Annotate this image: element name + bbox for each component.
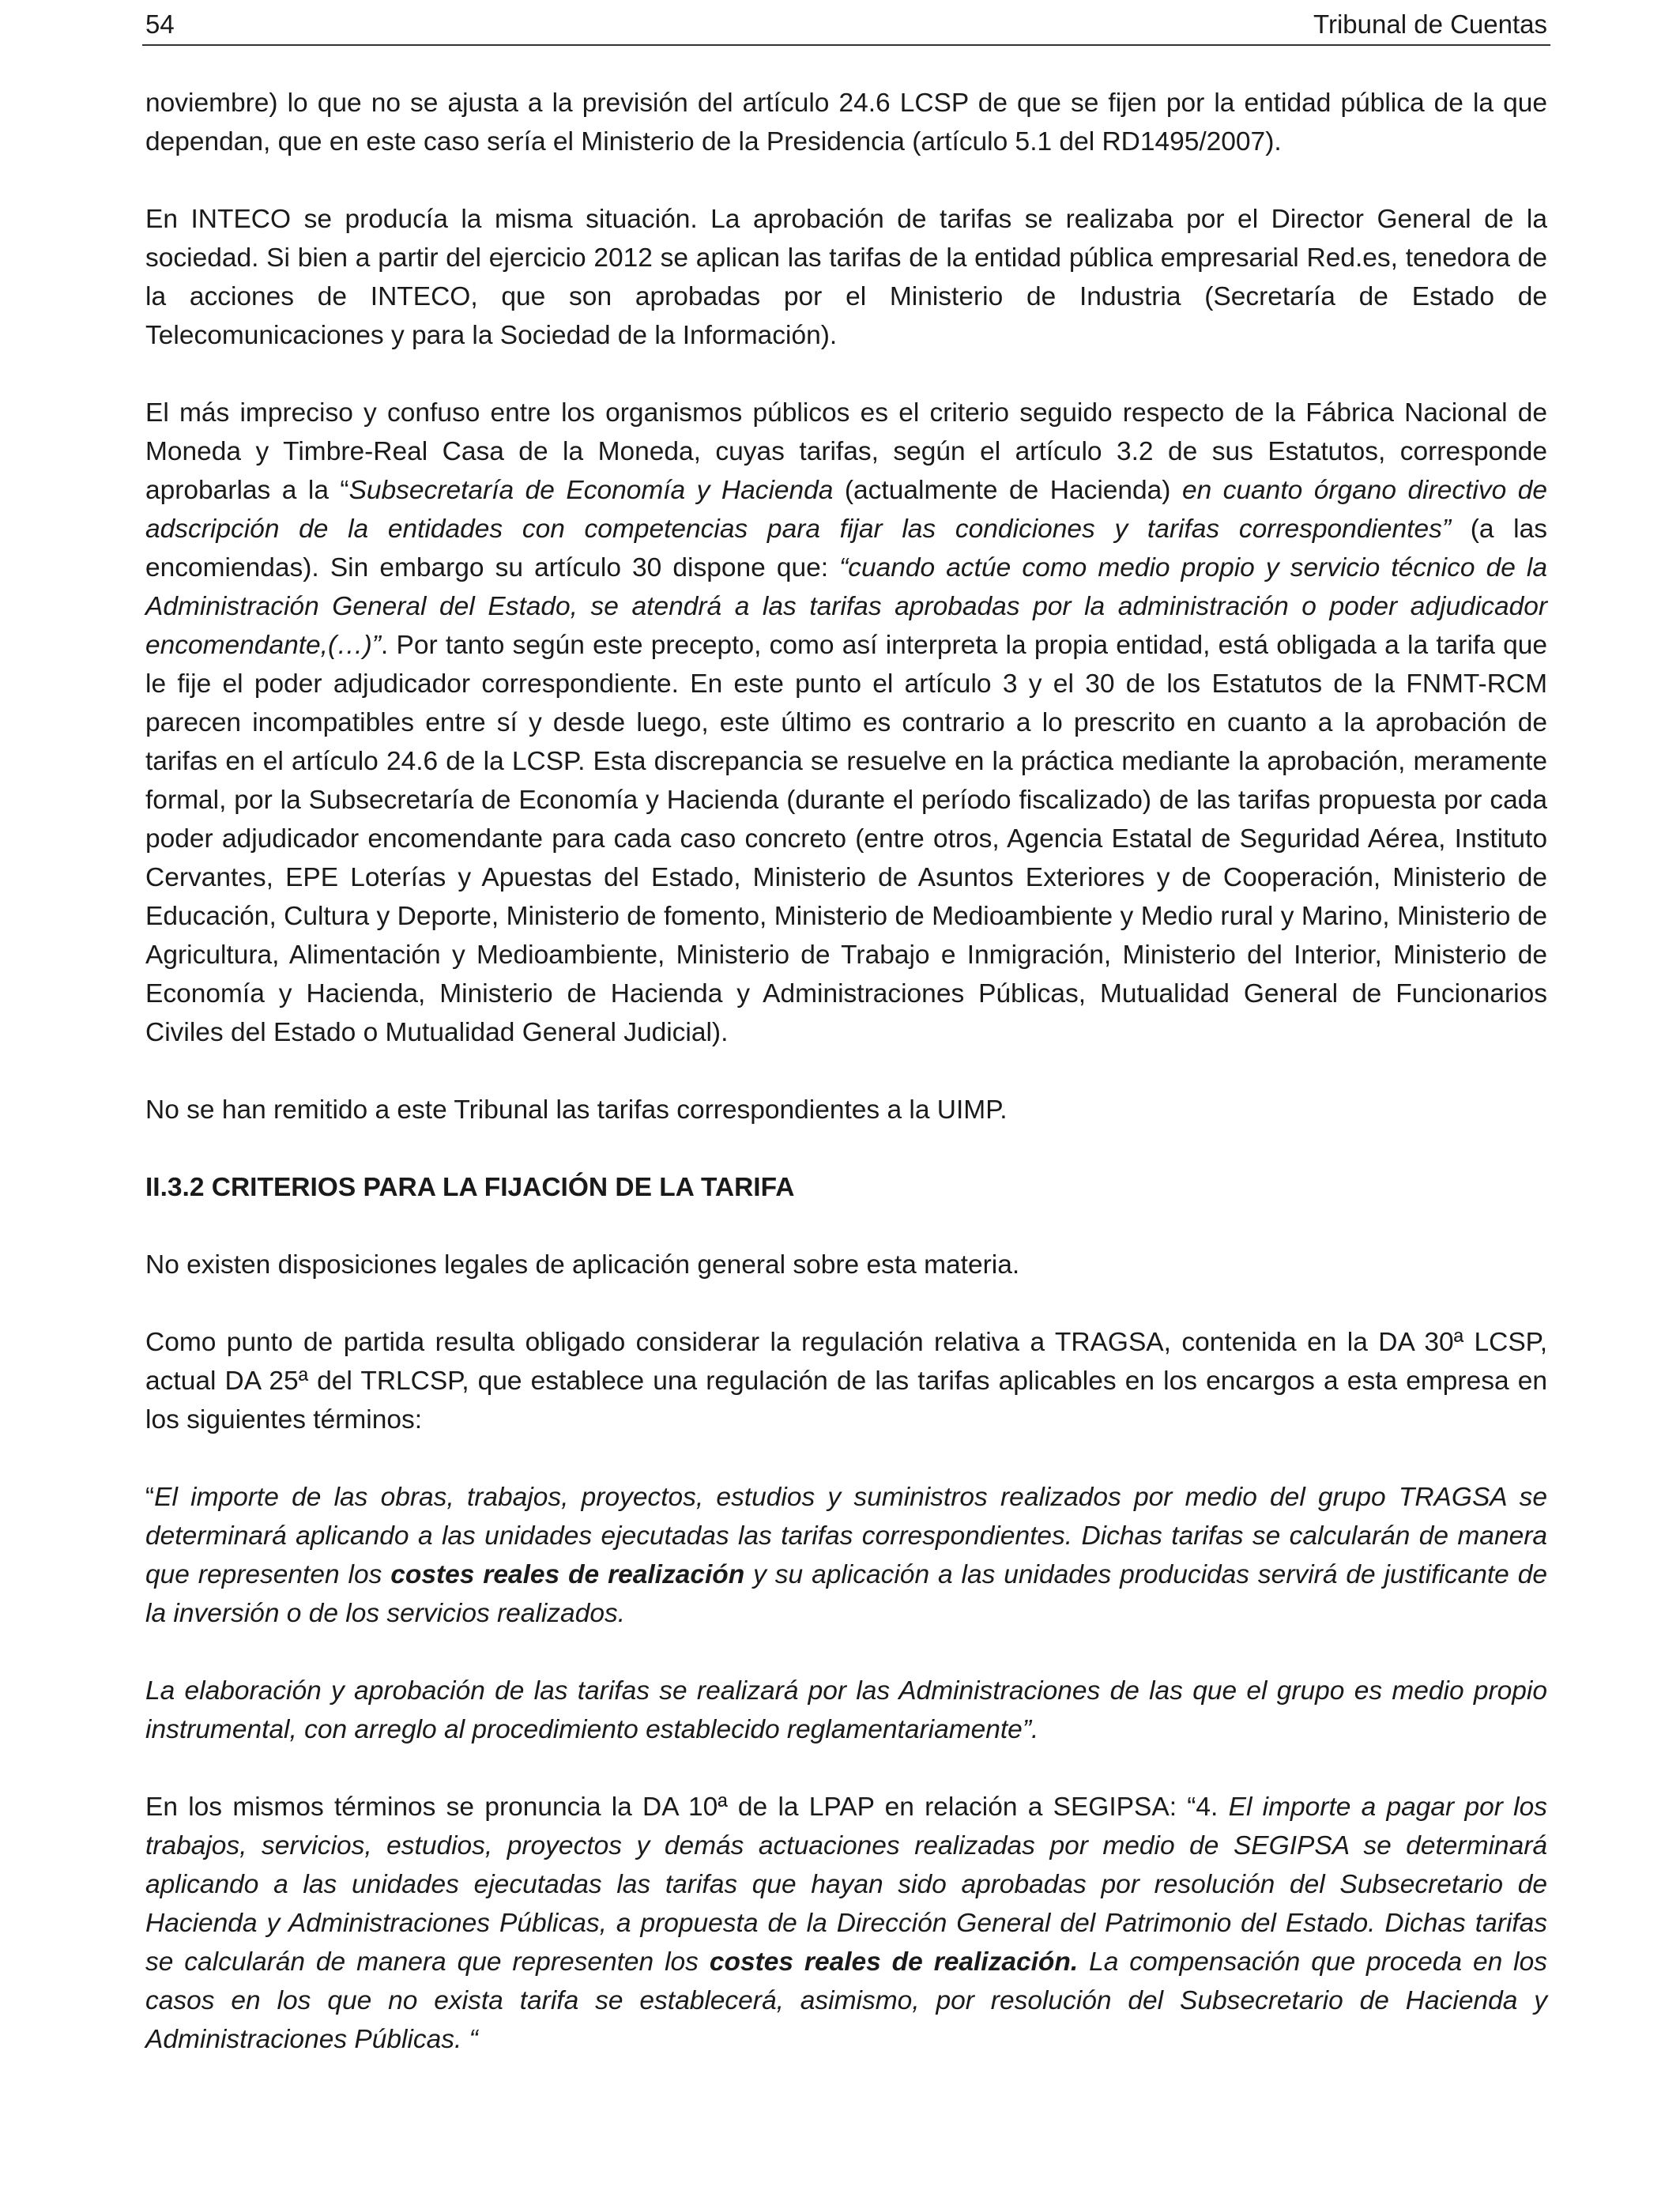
paragraph-2: En INTECO se producía la misma situación. La aprobación de tarifas se realizaba por el Director General de la sociedad. Si bien a partir del ejercicio 2012 se aplican las tarifas de la entidad pública empresarial Red.es, tenedora de la acciones de INTECO, que son aprobadas por el Ministerio de Industria (Secretaría de Estado de Telecomunicaciones y para la Sociedad de la Información). [145, 205, 1547, 350]
p9-text-a: En los mismos términos se pronuncia la DA 10ª de la LPAP en relación a SEGIPSA: “4. [145, 1793, 1229, 1822]
paragraph-5: No existen disposiciones legales de aplicación general sobre esta materia. [145, 1250, 1020, 1280]
p3-text-g: . Por tanto según este precepto, como así interpreta la propia entidad, está obligada a la tarifa que le fije el poder adjudicador correspondiente. En este punto el artículo 3 y el 30 de los Estatutos de la FNMT-RCM parecen incompatibles entre sí y desde luego, este último es contrario a lo prescrito en cuanto a la aprobación de tarifas en el artículo 24.6 de la LCSP. Esta discrepancia se resuelve en la práctica mediante la aprobación, meramente formal, por la Subsecretaría de Economía y Hacienda (durante el período fiscalizado) de las tarifas propuesta por cada poder adjudicador encomendante para cada caso concreto (entre otros, Agencia Estatal de Seguridad Aérea, Instituto Cervantes, EPE Loterías y Apuestas del Estado, Ministerio de Asuntos Exteriores y de Cooperación, Ministerio de Educación, Cultura y Deporte, Ministerio de fomento, Ministerio de Medioambiente y Medio rural y Marino, Ministerio de Agricultura, Alimentación y Medioambiente, Ministerio de Trabajo e Inmigración, Ministerio del Interior, Ministerio de Economía y Hacienda, Ministerio de Hacienda y Administraciones Públicas, Mutualidad General de Funcionarios Civiles del Estado o Mutualidad General Judicial). [145, 631, 1547, 1047]
p3-text-a: El más impreciso y confuso entre los organismos públicos es el criterio seguido respecto de la Fábrica Nacional de Moneda y Timbre-Real Casa de la Moneda, cuyas tarifas, según el artículo 3.2 de sus Estatutos, corresponde aprobarlas a la “ [145, 398, 1547, 505]
p3-text-c: (actualmente de Hacienda) [833, 476, 1182, 505]
paragraph-3 [145, 394, 1547, 1052]
p8-italic: La elaboración y aprobación de las tarifas se realizará por las Administraciones de las que el grupo es medio propio instrumental, con arreglo al procedimiento establecido reglamentariamente”. [145, 1676, 1547, 1744]
p3-italic-f: “cuando actúe como medio propio y servicio técnico de la Administración General del Estado, se atendrá a las tarifas aprobadas por la administración o poder adjudicador encomendante,(…)” [145, 553, 1547, 660]
paragraph-7-quote [145, 1478, 1547, 1633]
p9-bold-c: costes reales de realización. [709, 1947, 1079, 1977]
p7-text-a: “ [145, 1483, 155, 1512]
p7-italic-d: y su aplicación a las unidades producidas servirá de justificante de la inversión o de los servicios realizados. [145, 1560, 1547, 1628]
p3-italic-b: Subsecretaría de Economía y Hacienda [348, 476, 834, 505]
p7-italic-b: El importe de las obras, trabajos, proyectos, estudios y suministros realizados por medio del grupo TRAGSA se determinará aplicando a las unidades ejecutadas las tarifas correspondientes. Dichas tarifas se calcularán de manera que representen los [145, 1483, 1547, 1589]
p3-italic-d: en cuanto órgano directivo de adscripción de la entidades con competencias para fijar las condiciones y tarifas correspondientes” [145, 476, 1547, 544]
section-heading: II.3.2 CRITERIOS PARA LA FIJACIÓN DE LA TARIFA [145, 1173, 795, 1202]
paragraph-6: Como punto de partida resulta obligado considerar la regulación relativa a TRAGSA, contenida en la DA 30ª LCSP, actual DA 25ª del TRLCSP, que establece una regulación de las tarifas aplicables en los encargos a esta empresa en los siguientes términos: [145, 1328, 1547, 1434]
header-title: Tribunal de Cuentas [1313, 9, 1547, 39]
page-number: 54 [145, 9, 175, 39]
page-header [142, 5, 1550, 46]
paragraph-9 [145, 1788, 1547, 2059]
p7-bold-c: costes reales de realización [390, 1560, 745, 1589]
p3-text-e: (a las encomiendas). Sin embargo su artículo 30 dispone que: [145, 515, 1547, 582]
paragraph-4: No se han remitido a este Tribunal las tarifas correspondientes a la UIMP. [145, 1095, 1008, 1125]
paragraph-1: noviembre) lo que no se ajusta a la previsión del artículo 24.6 LCSP de que se fijen por la entidad pública de la que dependan, que en este caso sería el Ministerio de la Presidencia (artículo 5.1 del RD1495/2007). [145, 89, 1547, 156]
document-body [145, 84, 1547, 2098]
p9-italic-b: El importe a pagar por los trabajos, servicios, estudios, proyectos y demás actuaciones realizadas por medio de SEGIPSA se determinará aplicando a las unidades ejecutadas las tarifas que hayan sido aprobadas por resolución del Subsecretario de Hacienda y Administraciones Públicas, a propuesta de la Dirección General del Patrimonio del Estado. Dichas tarifas se calcularán de manera que representen los [145, 1793, 1547, 1977]
paragraph-8-quote [145, 1672, 1547, 1749]
p9-italic-d: La compensación que proceda en los casos en los que no exista tarifa se establecerá, asimismo, por resolución del Subsecretario de Hacienda y Administraciones Públicas. “ [145, 1947, 1547, 2054]
